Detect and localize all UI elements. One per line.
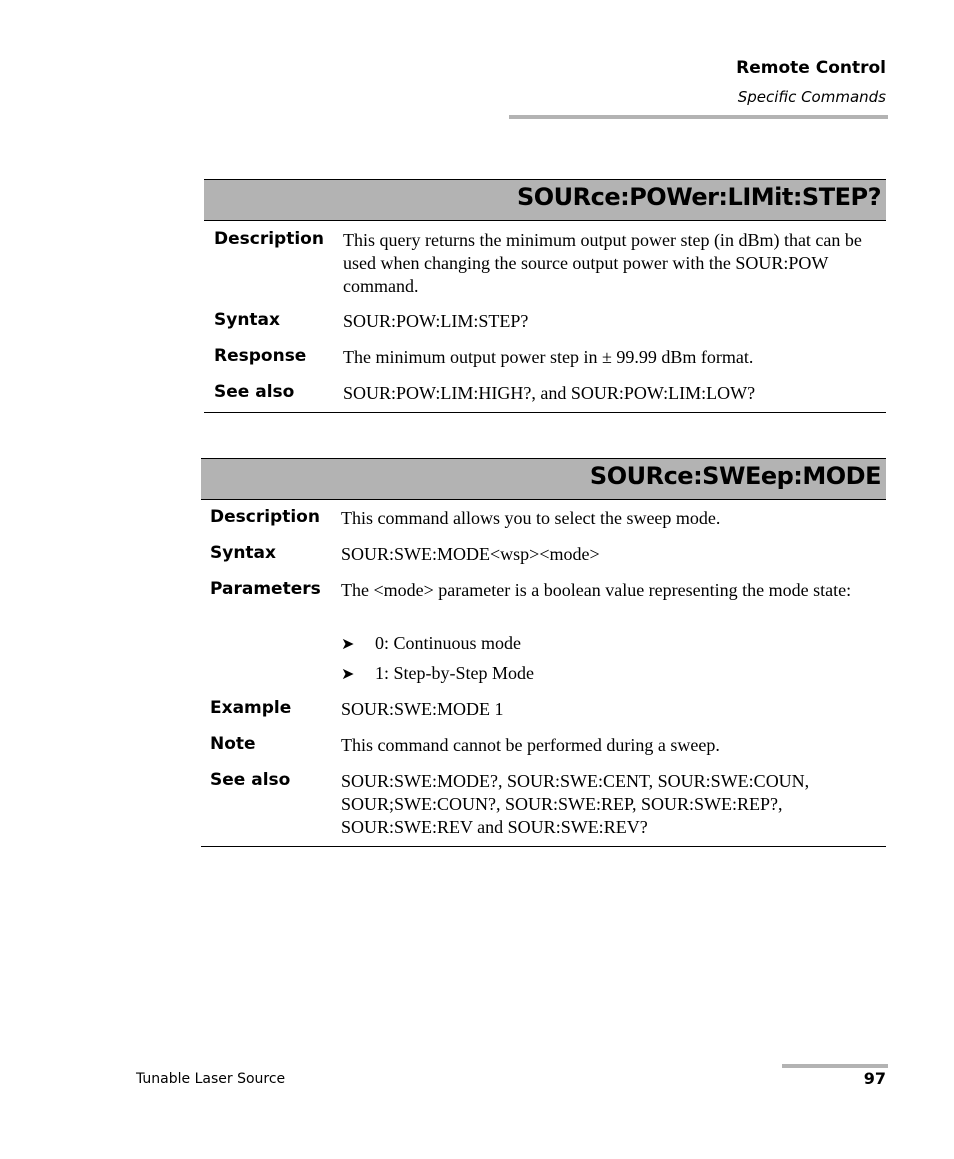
running-header-title: Remote Control: [736, 58, 886, 78]
command-heading-bar: [201, 458, 886, 500]
footer-rule: [782, 1064, 888, 1068]
footer-document-title: Tunable Laser Source: [136, 1071, 286, 1087]
list-item-text: 0: Continuous mode: [375, 633, 522, 653]
command-title: SOURce:SWEep:MODE: [589, 462, 881, 490]
header-rule: [509, 115, 888, 119]
row-text: SOUR:SWE:MODE 1: [341, 699, 504, 719]
row-label: Description: [210, 507, 320, 527]
row-text: This command allows you to select the sweep mode.: [341, 508, 721, 528]
row-label: Example: [210, 698, 292, 718]
arrow-bullet-icon: ➤: [341, 666, 355, 683]
row-text: This query returns the minimum output power step (in dBm) that can be used when changing the source output power with the SOUR:POW command.: [343, 230, 862, 296]
row-text: SOUR:POW:LIM:HIGH?, and SOUR:POW:LIM:LOW?: [343, 383, 756, 403]
command-heading-bar: [204, 179, 886, 221]
row-label: Parameters: [210, 579, 321, 599]
table-bottom-rule: [204, 412, 886, 413]
row-label: Note: [210, 734, 256, 754]
row-text: SOUR:SWE:MODE<wsp><mode>: [341, 544, 600, 564]
running-header-subtitle: Specific Commands: [737, 88, 886, 106]
command-title: SOURce:POWer:LIMit:STEP?: [516, 183, 881, 211]
row-label: Response: [214, 346, 307, 366]
list-item: [341, 632, 521, 656]
page-number: 97: [863, 1069, 886, 1088]
arrow-bullet-icon: ➤: [341, 636, 355, 653]
table-bottom-rule: [201, 846, 886, 847]
row-text: The <mode> parameter is a boolean value representing the mode state:: [341, 580, 852, 600]
row-label: Syntax: [214, 310, 280, 330]
row-text: SOUR:SWE:MODE?, SOUR:SWE:CENT, SOUR:SWE:COUN, SOUR;SWE:COUN?, SOUR:SWE:REP, SOUR:SWE:REP?, SOUR:SWE:REV and SOUR:SWE:REV?: [341, 771, 810, 837]
list-item: [341, 662, 534, 686]
row-label: Description: [214, 229, 324, 249]
row-label: See also: [214, 382, 295, 402]
row-label: See also: [210, 770, 291, 790]
row-text: The minimum output power step in ± 99.99 dBm format.: [343, 347, 754, 367]
row-label: Syntax: [210, 543, 276, 563]
row-text: This command cannot be performed during a sweep.: [341, 735, 720, 755]
row-text: SOUR:POW:LIM:STEP?: [343, 311, 529, 331]
list-item-text: 1: Step-by-Step Mode: [375, 663, 534, 683]
